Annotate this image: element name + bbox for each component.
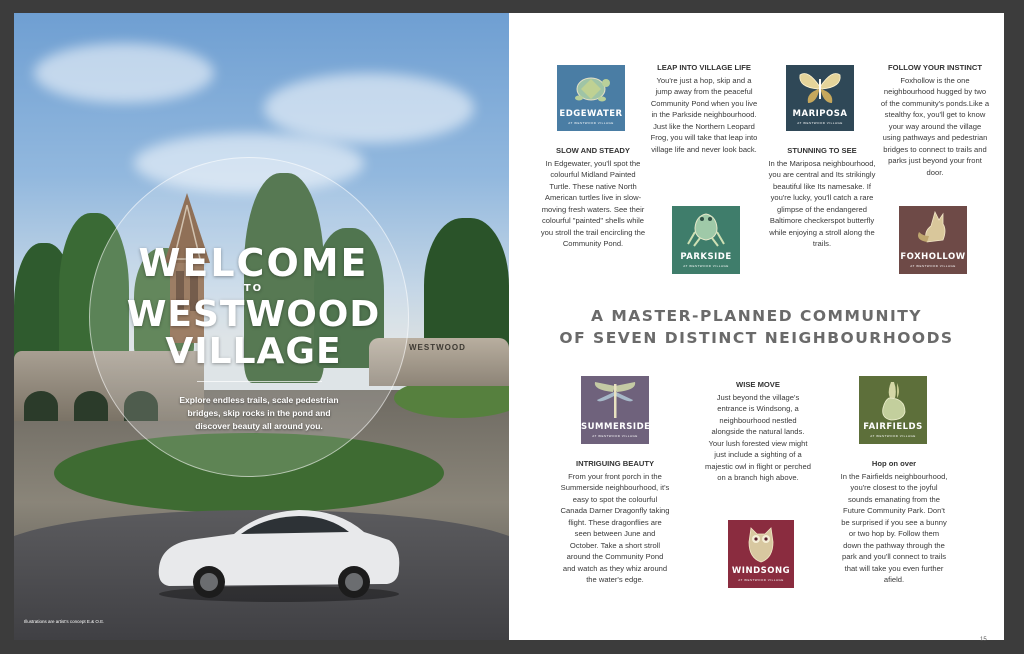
fox-icon [913, 210, 953, 248]
foxhollow-logo [899, 206, 967, 274]
turtle-icon [570, 69, 612, 107]
frog-icon [686, 210, 726, 248]
cloud [34, 43, 214, 103]
fairfields-body: In the Fairfields neighbourhood, you're closest to the joyful sounds emanating from the Future Community Park. Don't be surprised if you see a bunny or two hop by. Follow them down the pathway through the park and you'll connect to trails that will take you even further afield. [840, 471, 948, 584]
logo-name: FOXHOLLOW [900, 252, 966, 262]
car [149, 498, 404, 603]
fairfields-logo [859, 376, 927, 444]
parkside-logo [672, 206, 740, 274]
parkside-text [649, 62, 759, 155]
mariposa-logo [786, 65, 854, 131]
logo-name: PARKSIDE [680, 252, 732, 262]
fairfields-heading: Hop on over [871, 459, 917, 468]
brochure-spread [14, 13, 1004, 643]
windsong-heading: WISE MOVE [736, 380, 780, 389]
fairfields-text [839, 458, 949, 586]
windsong-body: Just beyond the village's entrance is Windsong, a neighbourhood nestled alongside the natural lands. Your lush forested view might just include a sighting of a majestic owl in flight or perched on a branch high above. [705, 392, 811, 482]
foxhollow-heading: FOLLOW YOUR INSTINCT [888, 63, 982, 72]
wall-sign: WESTWOOD [409, 343, 466, 352]
logo-subtitle: AT WESTWOOD VILLAGE [738, 578, 784, 582]
foxhollow-body: Foxhollow is the one neighbourhood hugged by two of the community's ponds.Like a stealthy fox, you'll get to know your way around the village using pathways and pedestrian bridges to connect to trails and parks just beyond your front door. [880, 75, 990, 177]
summerside-text [560, 458, 670, 586]
disclaimer: Illustrations are artist's concept E.& O.E. [24, 619, 105, 624]
mariposa-text [767, 145, 877, 250]
rabbit-icon [875, 380, 911, 422]
logo-subtitle: AT WESTWOOD VILLAGE [797, 121, 843, 125]
mariposa-body: In the Mariposa neighbourhood, you are central and Its strikingly beautiful like Its namesake. If you're lucky, you'll catch a rare glimpse of the endangered Baltimore checkerspot butterfly while enjoying a stroll along the trails. [768, 158, 876, 248]
cloud [264, 73, 474, 143]
logo-subtitle: AT WESTWOOD VILLAGE [910, 264, 956, 268]
summerside-logo [581, 376, 649, 444]
logo-subtitle: AT WESTWOOD VILLAGE [592, 434, 638, 438]
logo-name: EDGEWATER [559, 109, 623, 119]
mariposa-heading: STUNNING TO SEE [787, 146, 857, 155]
windsong-logo [728, 520, 794, 588]
headline-line1: A MASTER-PLANNED COMMUNITY [590, 307, 923, 325]
page-number: 15 [980, 637, 987, 643]
owl-icon [743, 524, 779, 564]
summerside-body: From your front porch in the Summerside neighbourhood, it's easy to spot the colourful Canada Darner Dragonfly taking flight. These dragonflies are seen between June and October. Take a short stroll around the Community Pond and watch as they whiz around the water's edge. [560, 471, 670, 584]
headline-line2: OF SEVEN DISTINCT NEIGHBOURHOODS [559, 329, 954, 347]
windsong-text [705, 379, 811, 484]
welcome-heading: WELCOME [138, 241, 369, 285]
butterfly-icon [798, 69, 842, 107]
tagline: Explore endless trails, scale pedestrian bridges, skip rocks in the pond and discover beauty all around you. [179, 395, 339, 431]
logo-subtitle: AT WESTWOOD VILLAGE [683, 264, 729, 268]
logo-name: MARIPOSA [792, 109, 848, 119]
foxhollow-text [880, 62, 990, 178]
logo-name: WINDSONG [731, 566, 791, 576]
dragonfly-icon [593, 380, 637, 420]
left-page-photo [14, 13, 509, 640]
edgewater-text [539, 145, 647, 250]
edgewater-heading: SLOW AND STEADY [556, 146, 630, 155]
welcome-to: TO [243, 283, 264, 294]
logo-name: FAIRFIELDS [863, 422, 923, 432]
edgewater-logo [557, 65, 625, 131]
parkside-body: You're just a hop, skip and a jump away from the peaceful Community Pond when you live in the Parkside neighbourhood. Just like the Northern Leopard Frog, you will take that leap into village life and never look back. [650, 75, 758, 154]
welcome-village: VILLAGE [165, 331, 342, 372]
right-page [509, 13, 1004, 640]
summerside-heading: INTRIGUING BEAUTY [575, 459, 655, 468]
logo-subtitle: AT WESTWOOD VILLAGE [870, 434, 916, 438]
edgewater-body: In Edgewater, you'll spot the colourful Midland Painted Turtle. These native North American turtles live in slow-moving fresh waters. See their colourful "painted" shells while you stroll the trail encircling the Community Pond. [540, 158, 646, 248]
logo-name: SUMMERSIDE [581, 422, 651, 432]
logo-subtitle: AT WESTWOOD VILLAGE [568, 121, 614, 125]
divider-line [197, 381, 322, 382]
welcome-westwood: WESTWOOD [126, 294, 381, 335]
parkside-heading: LEAP INTO VILLAGE LIFE [657, 63, 751, 72]
